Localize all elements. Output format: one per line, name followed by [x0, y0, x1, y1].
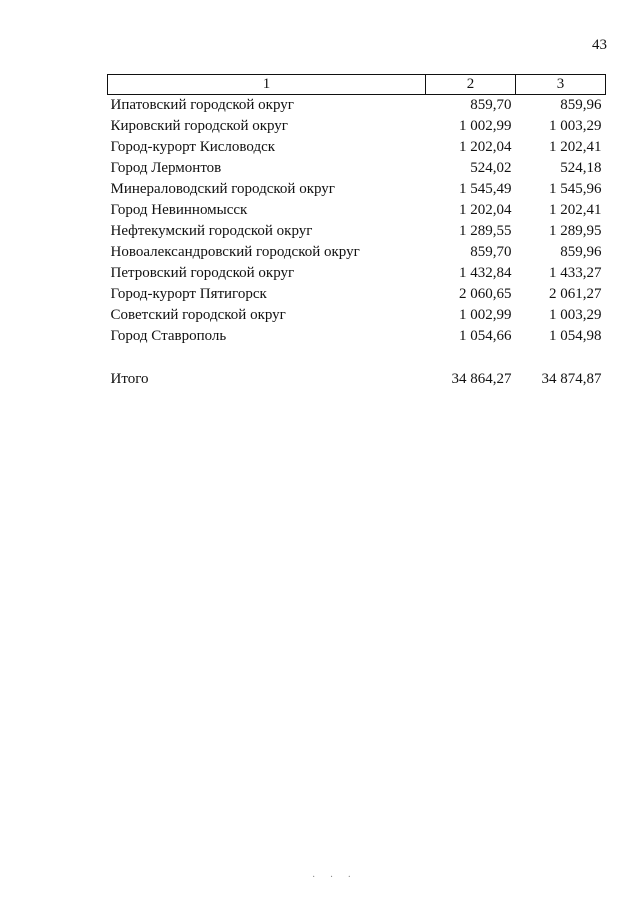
row-value-col3: 1 545,96 — [549, 181, 602, 197]
row-value-col2: 1 002,99 — [459, 307, 512, 323]
row-value-col3: 1 003,29 — [549, 307, 602, 323]
row-value-col2: 1 054,66 — [459, 328, 512, 344]
table-row — [108, 179, 606, 200]
row-name: Город-курорт Пятигорск — [110, 286, 267, 302]
row-value-col2: 1 202,04 — [459, 139, 512, 155]
page-number: 43 — [592, 37, 607, 53]
table-row — [108, 95, 606, 117]
row-name: Кировский городской округ — [110, 118, 288, 134]
row-value-col2: 859,70 — [470, 97, 512, 113]
table-row — [108, 242, 606, 263]
row-value-col3: 524,18 — [560, 160, 602, 176]
data-table-container — [107, 74, 605, 390]
row-value-col2: 1 002,99 — [459, 118, 512, 134]
row-value-col3: 2 061,27 — [549, 286, 602, 302]
row-name: Город-курорт Кисловодск — [110, 139, 276, 155]
scan-speck-marks: · · · — [312, 872, 357, 883]
row-name: Минераловодский городской округ — [110, 181, 335, 197]
row-name: Советский городской округ — [110, 307, 286, 323]
row-value-col2: 1 289,55 — [459, 223, 512, 239]
row-value-col3: 1 289,95 — [549, 223, 602, 239]
header-row — [108, 75, 606, 95]
row-name: Ипатовский городской округ — [110, 97, 294, 113]
table-body — [108, 95, 606, 391]
row-value-col2: 2 060,65 — [459, 286, 512, 302]
table-row — [108, 200, 606, 221]
row-name: Новоалександровский городской округ — [110, 244, 360, 260]
table-row — [108, 326, 606, 347]
table-row — [108, 221, 606, 242]
row-value-col2: 1 202,04 — [459, 202, 512, 218]
row-value-col2: 859,70 — [470, 244, 512, 260]
table-header — [108, 75, 606, 95]
table-row — [108, 284, 606, 305]
column-header-1: 1 — [108, 75, 426, 95]
row-value-col3: 859,96 — [560, 244, 602, 260]
table-row — [108, 305, 606, 326]
column-header-3: 3 — [516, 75, 606, 95]
total-row — [108, 369, 606, 390]
row-name: Нефтекумский городской округ — [110, 223, 313, 239]
row-value-col3: 1 202,41 — [549, 139, 602, 155]
total-value-col2: 34 864,27 — [451, 371, 512, 387]
row-name: Город Ставрополь — [110, 328, 227, 344]
table-row — [108, 158, 606, 179]
table-row — [108, 116, 606, 137]
table-row — [108, 263, 606, 284]
row-value-col3: 1 433,27 — [549, 265, 602, 281]
spacer-row — [108, 347, 606, 369]
row-value-col3: 1 003,29 — [549, 118, 602, 134]
total-label: Итого — [110, 371, 149, 387]
row-value-col2: 1 432,84 — [459, 265, 512, 281]
row-value-col2: 1 545,49 — [459, 181, 512, 197]
row-name: Петровский городской округ — [110, 265, 295, 281]
row-value-col3: 1 054,98 — [549, 328, 602, 344]
row-value-col3: 859,96 — [560, 97, 602, 113]
data-table — [107, 74, 606, 390]
column-header-2: 2 — [426, 75, 516, 95]
total-value-col3: 34 874,87 — [541, 371, 602, 387]
row-value-col2: 524,02 — [470, 160, 512, 176]
row-name: Город Лермонтов — [110, 160, 222, 176]
row-value-col3: 1 202,41 — [549, 202, 602, 218]
table-row — [108, 137, 606, 158]
row-name: Город Невинномысск — [110, 202, 248, 218]
